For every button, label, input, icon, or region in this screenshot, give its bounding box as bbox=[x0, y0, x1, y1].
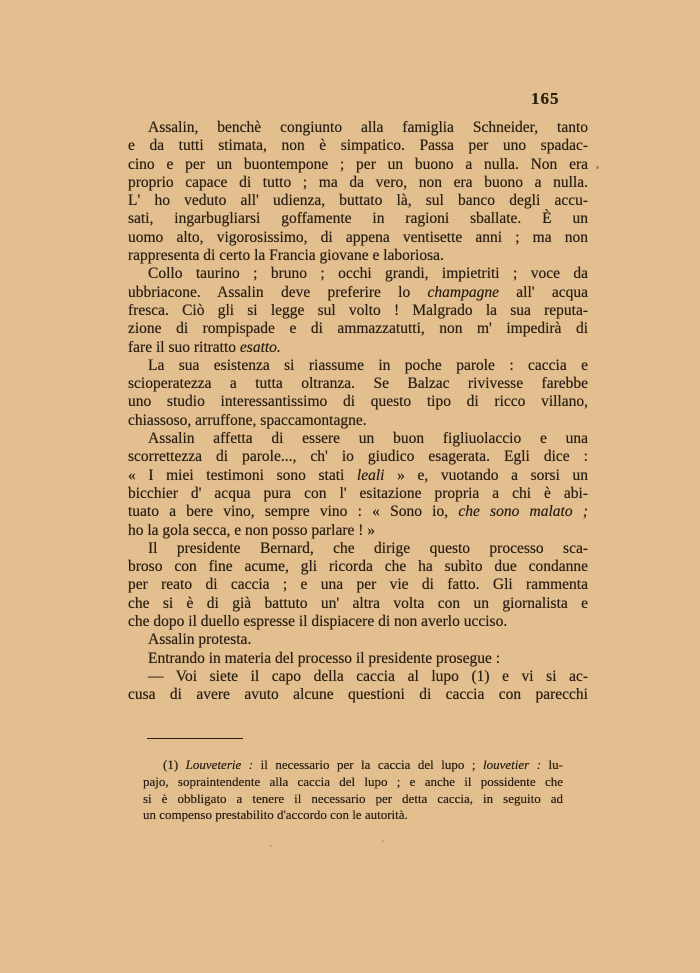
text-segment: zione di rompispade e di ammazzatutti, non m' impedirà di bbox=[128, 320, 588, 338]
text-segment: cusa di avere avuto alcune questioni di caccia con parecchi bbox=[128, 686, 588, 704]
paragraph bbox=[128, 668, 588, 705]
text-line bbox=[128, 302, 588, 320]
text-segment: scorrettezza di parole..., ch' io giudico esagerata. Egli dice : bbox=[128, 448, 588, 466]
paragraph bbox=[128, 119, 588, 265]
text-line bbox=[143, 757, 563, 774]
text-line bbox=[128, 210, 588, 228]
text-segment: si è obbligato a tenere il necessario per detta caccia, in seguito ad bbox=[143, 790, 563, 806]
text-line bbox=[128, 229, 588, 247]
text-line bbox=[128, 339, 588, 357]
text-segment: pajo, sopraintendente alla caccia del lupo ; e anche il possidente che bbox=[143, 773, 563, 789]
text-line bbox=[128, 156, 588, 174]
italic-text-segment: leali bbox=[356, 466, 385, 484]
text-segment: broso con fine acume, gli ricorda che ha subìto due condanne bbox=[128, 558, 588, 576]
text-line bbox=[128, 375, 588, 393]
paragraph bbox=[128, 357, 588, 430]
text-line bbox=[128, 430, 588, 448]
text-segment: rappresenta di certo la Francia giovane e laboriosa. bbox=[128, 247, 444, 265]
text-line bbox=[128, 119, 588, 137]
text-line bbox=[128, 174, 588, 192]
text-segment: fare il suo ritratto bbox=[128, 338, 240, 356]
text-segment: Collo taurino ; bruno ; occhi grandi, impietriti ; voce da bbox=[148, 265, 588, 283]
text-line bbox=[128, 265, 588, 283]
text-segment: (1) bbox=[163, 757, 186, 772]
italic-text-segment: che sono malato ; bbox=[458, 503, 588, 521]
text-line bbox=[128, 503, 588, 521]
text-segment: bicchier d' acqua pura con l' esitazione propria a chi è abi- bbox=[128, 484, 588, 502]
text-segment: proprio capace di tutto ; ma da vero, non era buono a nulla. bbox=[128, 173, 588, 191]
text-line bbox=[128, 595, 588, 613]
text-segment: ho la gola secca, e non posso parlare ! » bbox=[128, 521, 376, 539]
paragraph bbox=[128, 650, 588, 668]
text-line bbox=[128, 320, 588, 338]
text-line bbox=[143, 807, 563, 824]
text-segment: lu- bbox=[541, 757, 563, 772]
text-segment: che si è di già battuto un' altra volta con un giornalista e bbox=[128, 594, 588, 612]
text-segment: uno studio interessantissimo di questo tipo di ricco villano, bbox=[128, 393, 588, 411]
text-line bbox=[128, 137, 588, 155]
text-segment: » e, vuotando a sorsi un bbox=[384, 466, 588, 484]
text-segment: fresca. Ciò gli si legge sul volto ! Malgrado la sua reputa- bbox=[128, 301, 588, 319]
text-segment: scioperatezza a tutta oltranza. Se Balzac rivivesse farebbe bbox=[128, 375, 588, 393]
print-speck bbox=[270, 845, 272, 847]
text-line bbox=[128, 284, 588, 302]
body-text bbox=[128, 119, 588, 705]
page-number: 165 bbox=[531, 89, 560, 108]
print-speck bbox=[596, 166, 599, 169]
italic-text-segment: esatto. bbox=[239, 338, 281, 356]
text-line bbox=[128, 668, 588, 686]
text-segment: — Voi siete il capo della caccia al lupo (1) e vi si ac- bbox=[148, 667, 588, 685]
text-line bbox=[143, 791, 563, 808]
paragraph bbox=[128, 540, 588, 631]
text-segment: un compenso prestabilito d'accordo con le autorità. bbox=[143, 807, 408, 823]
text-segment: il necessario per la caccia del lupo ; bbox=[253, 757, 483, 772]
text-segment: « I miei testimoni sono stati bbox=[128, 466, 357, 484]
text-segment: all' acqua bbox=[498, 283, 588, 301]
text-line bbox=[128, 192, 588, 210]
text-segment: chiassoso, arruffone, spaccamontagne. bbox=[128, 411, 367, 429]
text-line bbox=[128, 412, 588, 430]
paragraph bbox=[128, 631, 588, 649]
text-line bbox=[128, 467, 588, 485]
text-line bbox=[128, 558, 588, 576]
text-line bbox=[128, 686, 588, 704]
text-segment: L' ho veduto all' udienza, buttato là, sul banco degli accu- bbox=[128, 192, 588, 210]
text-line bbox=[128, 540, 588, 558]
italic-text-segment: champagne bbox=[427, 283, 499, 301]
text-segment: uomo alto, vigorosissimo, di appena ventisette anni ; ma non bbox=[128, 228, 588, 246]
footnote-rule bbox=[147, 738, 243, 739]
footnote bbox=[143, 757, 563, 824]
italic-text-segment: louvetier : bbox=[483, 757, 542, 772]
text-line bbox=[128, 485, 588, 503]
text-line bbox=[128, 650, 588, 668]
text-segment: ubbriacone. Assalin deve preferire lo bbox=[128, 283, 428, 301]
text-segment: Assalin protesta. bbox=[148, 631, 252, 649]
text-segment: tuato a bere vino, sempre vino : « Sono io, bbox=[128, 503, 459, 521]
text-segment: e da tutti stimata, non è simpatico. Passa per uno spadac- bbox=[128, 137, 588, 155]
text-segment: sati, ingarbugliarsi goffamente in ragioni sballate. È un bbox=[128, 210, 588, 228]
text-segment: La sua esistenza si riassume in poche parole : caccia e bbox=[148, 356, 588, 374]
text-line bbox=[128, 631, 588, 649]
paragraph bbox=[128, 265, 588, 356]
italic-text-segment: Louveterie : bbox=[185, 757, 254, 772]
text-segment: Entrando in materia del processo il presidente prosegue : bbox=[148, 649, 501, 667]
text-line bbox=[128, 247, 588, 265]
text-line bbox=[128, 522, 588, 540]
text-segment: Il presidente Bernard, che dirige questo processo sca- bbox=[148, 539, 588, 557]
text-segment: cino e per un buontempone ; per un buono a nulla. Non era bbox=[128, 155, 588, 173]
paragraph bbox=[143, 757, 563, 824]
text-segment: che dopo il duello espresse il dispiacere di non averlo ucciso. bbox=[128, 613, 508, 631]
text-line bbox=[128, 393, 588, 411]
print-speck bbox=[382, 840, 384, 842]
text-segment: Assalin, benchè congiunto alla famiglia Schneider, tanto bbox=[148, 119, 588, 136]
text-line bbox=[128, 576, 588, 594]
text-line bbox=[128, 613, 588, 631]
text-line bbox=[143, 774, 563, 791]
paragraph bbox=[128, 430, 588, 540]
text-line bbox=[128, 448, 588, 466]
text-segment: per reato di caccia ; e una per vie di fatto. Gli rammenta bbox=[128, 576, 588, 594]
text-line bbox=[128, 357, 588, 375]
text-segment: Assalin affetta di essere un buon figliuolaccio e una bbox=[148, 430, 588, 448]
